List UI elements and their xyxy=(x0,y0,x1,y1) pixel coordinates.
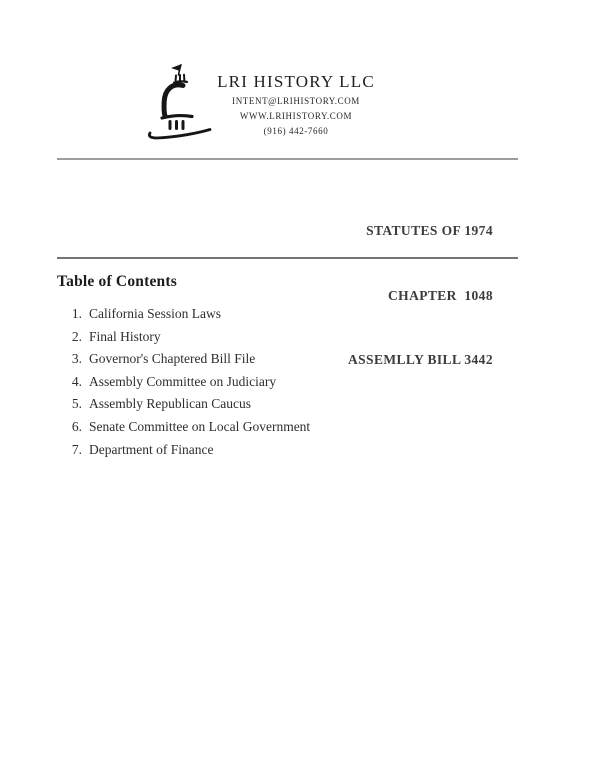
toc-item-number: 2. xyxy=(71,328,82,344)
toc-item xyxy=(70,442,310,465)
toc-item xyxy=(70,351,310,374)
toc-item-label: Assembly Committee on Judiciary xyxy=(89,373,277,389)
toc-item-label: Final History xyxy=(89,328,161,344)
toc-item xyxy=(70,306,310,329)
company-website: WWW.LRIHISTORY.COM xyxy=(239,110,353,121)
toc-item-number: 1. xyxy=(71,306,82,321)
toc-item-number: 6. xyxy=(71,418,82,434)
toc-item-label: Governor's Chaptered Bill File xyxy=(89,351,256,367)
toc-item xyxy=(70,396,310,419)
letterhead xyxy=(186,72,406,138)
toc-item xyxy=(70,374,310,397)
toc-item-label: Department of Finance xyxy=(89,441,214,457)
statutes-line: STATUTES OF 1974 xyxy=(366,223,493,238)
toc-item-number: 4. xyxy=(71,373,82,389)
toc-item-number: 7. xyxy=(71,441,82,457)
toc-item-number: 3. xyxy=(71,351,82,367)
toc-heading: Table of Contents xyxy=(57,273,177,290)
company-email: INTENT@LRIHISTORY.COM xyxy=(232,96,360,106)
divider-bottom xyxy=(57,257,518,259)
toc-item-label: California Session Laws xyxy=(89,306,221,321)
toc-item-number: 5. xyxy=(71,396,82,412)
toc-item-label: Assembly Republican Caucus xyxy=(89,396,251,412)
toc-list xyxy=(70,306,310,464)
company-name: LRI HISTORY LLC xyxy=(217,72,375,91)
divider-top xyxy=(57,158,518,160)
toc-item xyxy=(70,419,310,442)
toc-item-label: Senate Committee on Local Government xyxy=(89,418,311,434)
company-phone: (916) 442-7660 xyxy=(263,125,329,136)
chapter-line: CHAPTER 1048 xyxy=(388,287,493,303)
toc-item xyxy=(70,329,310,352)
bill-line: ASSEMLLY BILL 3442 xyxy=(347,352,493,367)
